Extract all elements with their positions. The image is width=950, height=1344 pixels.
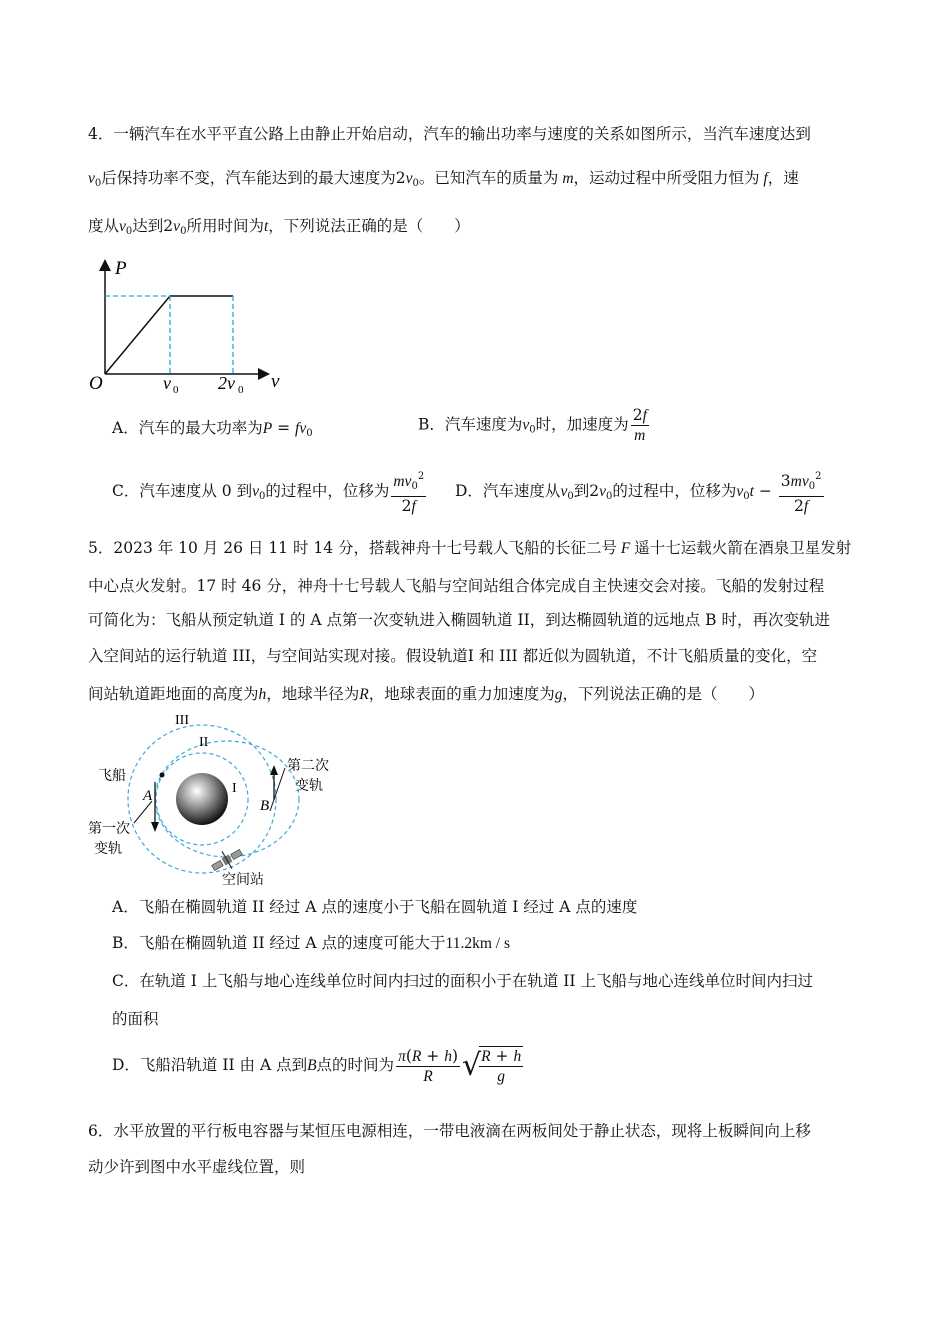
space-station-icon	[208, 843, 246, 876]
orbit-iii-label: III	[175, 713, 189, 728]
q5-option-c-line2[interactable]: 的面积	[112, 1010, 159, 1028]
q5-stem-line5: 间站轨道距地面的高度为h，地球半径为R，地球表面的重力加速度为g，下列说法正确的是（ ）	[88, 685, 765, 703]
q4-option-c[interactable]: C．汽车速度从 0 到$v_0$的过程中，位移为 $\frac{mv_0^2}{2f}$	[112, 468, 428, 516]
q6-stem-line1: 6．水平放置的平行板电容器与某恒压电源相连，一带电液滴在两板间处于静止状态，现将上板瞬间向上移	[88, 1122, 811, 1140]
ship-label: 飞船	[98, 769, 126, 784]
second-burn-label: 第二次	[287, 759, 329, 774]
station-label: 空间站	[222, 873, 264, 888]
q4-option-a[interactable]: A．汽车的最大功率为$P = fv_0$	[112, 419, 313, 439]
q5-stem-line2: 中心点火发射。17 时 46 分，神舟十七号载人飞船与空间站组合体完成自主快速交会对接。飞船的发射过程	[88, 577, 825, 595]
y-axis-label: P	[115, 258, 127, 279]
q4-stem-line3: 度从$v_0$达到$2v_0$所用时间为t，下列说法正确的是（ ）	[88, 217, 470, 237]
q5-option-b[interactable]: B．飞船在椭圆轨道 II 经过 A 点的速度可能大于11.2km / s	[112, 934, 510, 952]
first-burn-label: 变轨	[94, 842, 122, 857]
tick-2v0: 2v	[218, 373, 235, 393]
origin-label: O	[89, 373, 103, 394]
q5-option-d[interactable]: D．飞船沿轨道 II 由 A 点到B点的时间为 $\frac{\pi(R + h)}{R}$ √ $\frac{R + h}{g}$	[112, 1046, 522, 1085]
q4-option-d[interactable]: D．汽车速度从$v_0$到$2v_0$的过程中，位移为$v_0t$ − $\frac{3mv_0^2}{2f}$	[455, 468, 826, 516]
x-axis-label: v	[271, 371, 280, 392]
point-a-label: A	[143, 788, 153, 804]
point-b-label: B	[260, 798, 270, 814]
q6-stem-line2: 动少许到图中水平虚线位置，则	[88, 1158, 306, 1176]
q4-option-b[interactable]: B．汽车速度为$v_0$时，加速度为 $\frac{2f}{m}$	[418, 406, 647, 444]
earth	[176, 773, 228, 825]
q5-stem-line1: 5．2023 年 10 月 26 日 11 时 14 分，搭载神舟十七号载人飞船的长征二号 F 遥十七运载火箭在酒泉卫星发射	[88, 539, 852, 557]
tick-sub: 0	[173, 384, 179, 396]
q4-stem-line1: 4．一辆汽车在水平平直公路上由静止开始启动，汽车的输出功率与速度的关系如图所示，当汽车速度达到	[88, 125, 811, 143]
second-burn-label: 变轨	[295, 779, 323, 794]
q5-option-a[interactable]: A．飞船在椭圆轨道 II 经过 A 点的速度小于飞船在圆轨道 I 经过 A 点的速度	[112, 898, 638, 916]
tick-v0: v	[163, 373, 171, 393]
spaceship-dot	[160, 773, 165, 778]
orbit-i-label: I	[232, 781, 237, 796]
orbit-diagram	[82, 708, 342, 890]
power-velocity-graph	[85, 252, 285, 402]
orbit-ii-label: II	[199, 735, 209, 750]
first-burn-label: 第一次	[88, 822, 130, 837]
q4-stem-line2: $v_0$后保持功率不变，汽车能达到的最大速度为$2v_0$。已知汽车的质量为 m，运动过程中所受阻力恒为 f，速	[88, 169, 799, 189]
q5-stem-line4: 入空间站的运行轨道 III，与空间站实现对接。假设轨道I 和 III 都近似为圆轨道，不计飞船质量的变化，空	[88, 647, 818, 665]
q5-option-c-line1[interactable]: C．在轨道 I 上飞船与地心连线单位时间内扫过的面积小于在轨道 II 上飞船与地心连线单位时间内扫过	[112, 972, 813, 990]
tick-sub: 0	[238, 384, 244, 396]
power-curve	[105, 296, 233, 374]
q5-stem-line3: 可简化为：飞船从预定轨道 I 的 A 点第一次变轨进入椭圆轨道 II，到达椭圆轨道的远地点 B 时，再次变轨进	[88, 611, 830, 629]
